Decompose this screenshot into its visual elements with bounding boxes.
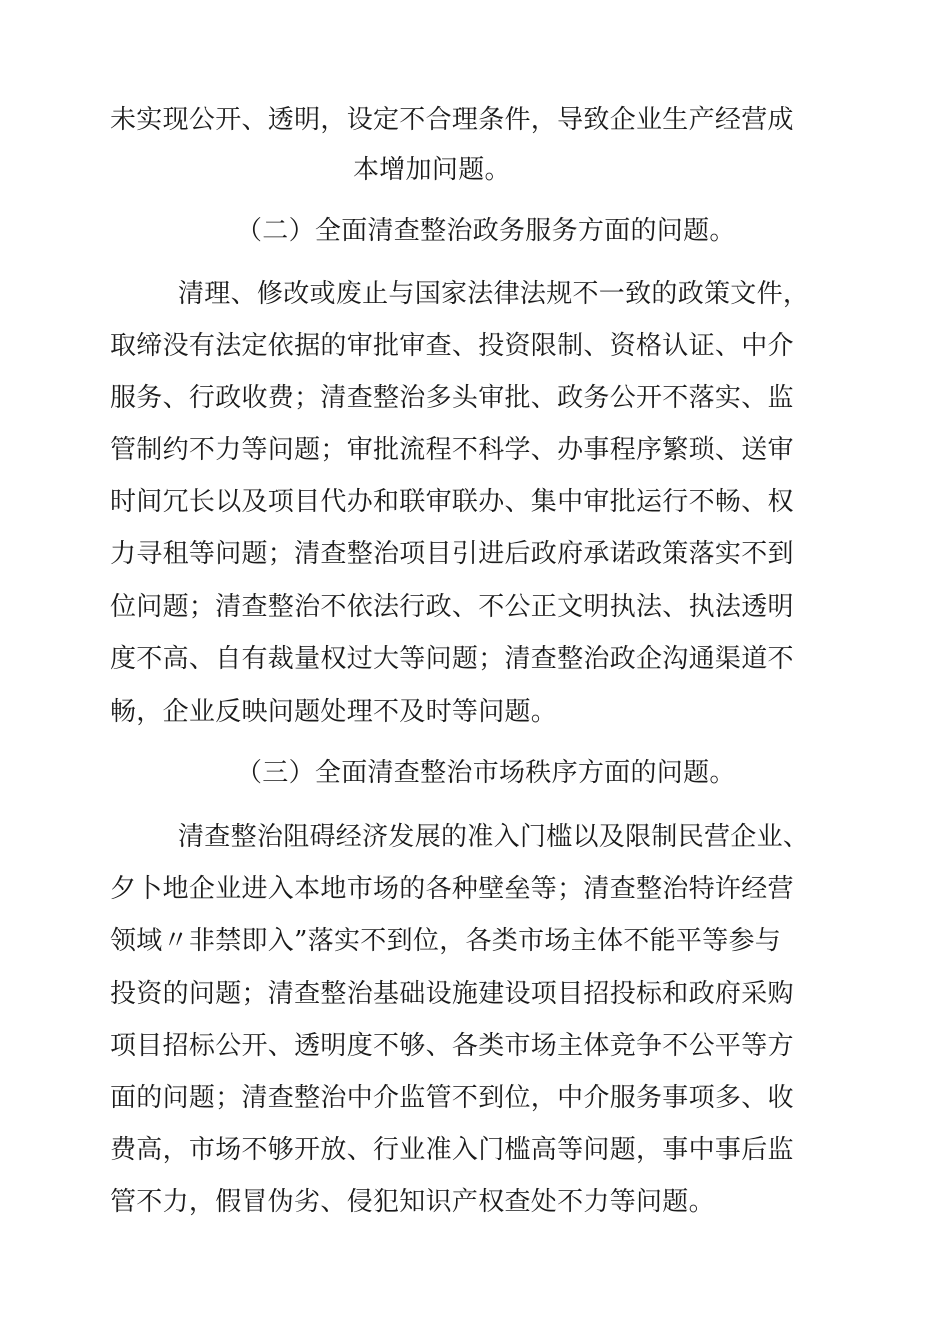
paragraph-line: 本增加问题。	[353, 155, 511, 185]
section-heading: （二）全面清查整治政务服务方面的问题。	[236, 216, 736, 246]
paragraph-line: 面的问题；清查整治中介监管不到位，中介服务事项多、收	[110, 1083, 794, 1113]
paragraph-line: 管不力，假冒伪劣、侵犯知识产权查处不力等问题。	[110, 1187, 715, 1217]
paragraph-line: 取缔没有法定依据的审批审查、投资限制、资格认证、中介	[110, 331, 794, 361]
paragraph-line: 领域〃非禁即入”落实不到位，各类市场主体不能平等参与	[110, 926, 782, 956]
paragraph-line: 费高，市场不够开放、行业准入门槛高等问题，事中事后监	[110, 1135, 794, 1165]
paragraph-line: 投资的问题；清查整治基础设施建设项目招投标和政府采购	[110, 979, 794, 1009]
paragraph-line: 服务、行政收费；清查整治多头审批、政务公开不落实、监	[110, 383, 794, 413]
section-heading: （三）全面清查整治市场秩序方面的问题。	[236, 758, 736, 788]
paragraph-line: 度不高、自有裁量权过大等问题；清查整治政企沟通渠道不	[110, 644, 794, 674]
paragraph-line: 夕卜地企业进入本地市场的各种壁垒等；清查整治特许经营	[110, 874, 794, 904]
paragraph-line: 项目招标公开、透明度不够、各类市场主体竞争不公平等方	[110, 1031, 794, 1061]
paragraph-line: 管制约不力等问题；审批流程不科学、办事程序繁琐、送审	[110, 435, 794, 465]
paragraph-line: 畅，企业反映问题处理不及时等问题。	[110, 697, 558, 727]
paragraph-line: 清理、修改或废止与国家法律法规不一致的政策文件，	[178, 279, 810, 309]
paragraph-line: 未实现公开、透明，设定不合理条件，导致企业生产经营成	[110, 105, 794, 135]
paragraph-line: 清查整治阻碍经济发展的准入门槛以及限制民营企业、	[178, 822, 810, 852]
paragraph-line: 时间冗长以及项目代办和联审联办、集中审批运行不畅、权	[110, 487, 794, 517]
paragraph-line: 力寻租等问题；清查整治项目引进后政府承诺政策落实不到	[110, 539, 794, 569]
paragraph-line: 位问题；清查整治不依法行政、不公正文明执法、执法透明	[110, 592, 794, 622]
